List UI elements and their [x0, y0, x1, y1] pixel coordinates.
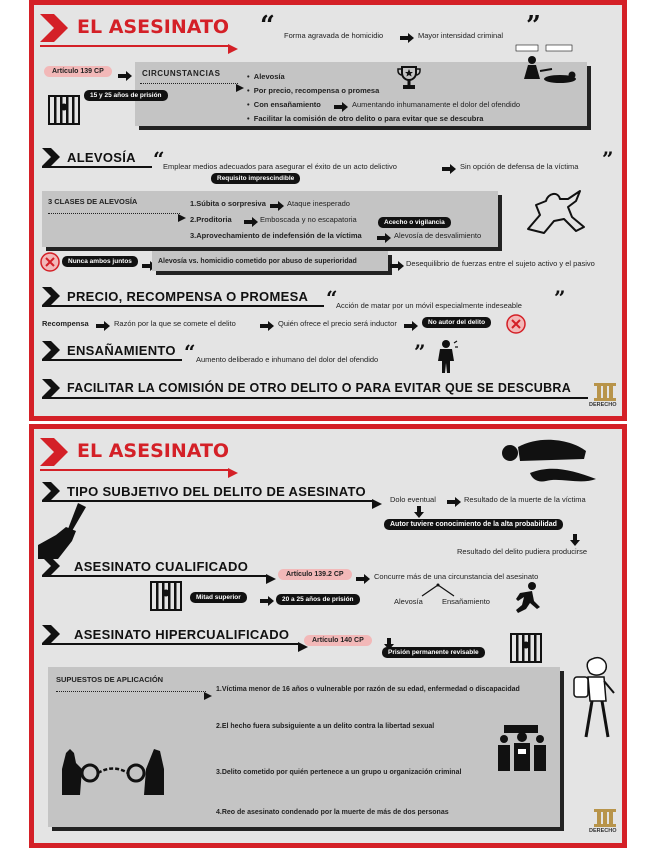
circumstance-item: • Alevosía [247, 72, 285, 81]
definition-text: Forma agravada de homicidio [284, 31, 384, 40]
clase-name: 1.Súbita o sorpresiva [190, 199, 266, 208]
dolo-result: Resultado de la muerte de la víctima [464, 495, 586, 504]
arrow-icon [244, 214, 258, 232]
autor-pill: Autor tuviere conocimiento de la alta probabilidad [384, 519, 563, 530]
versus-text: Alevosía vs. homicidio cometido por abuso de superioridad [158, 258, 357, 265]
heading-underline [42, 397, 588, 399]
cualificado-heading: ASESINATO CUALIFICADO [74, 559, 249, 574]
mitad-pill: Mitad superior [190, 592, 247, 603]
circumstance-item: • Con ensañamiento [247, 100, 321, 109]
cualificado-pill: Artículo 139.2 CP [278, 569, 352, 580]
arrow-icon [404, 318, 418, 336]
arrow-icon [447, 494, 461, 512]
precio-heading: PRECIO, RECOMPENSA O PROMESA [67, 289, 309, 304]
open-quote-icon: “ [184, 340, 196, 364]
hooded-figure-icon [570, 655, 620, 744]
arrow-icon [118, 68, 132, 86]
dotted-connector [56, 691, 206, 692]
panel-asesinato-tipos [29, 424, 627, 848]
gang-icon [494, 725, 550, 776]
supuestos-label: SUPUESTOS DE APLICACIÓN [56, 675, 164, 684]
subjetivo-heading: TIPO SUBJETIVO DEL DELITO DE ASESINATO [67, 484, 366, 499]
page-title: EL ASESINATO [77, 16, 230, 38]
circumstance-item: • Facilitar la comisión de otro delito o para evitar que se descubra [247, 114, 484, 123]
dotted-connector [48, 213, 180, 214]
knife-hand-icon [38, 501, 102, 564]
example-item: Alevosía [394, 597, 423, 606]
hiper-heading: ASESINATO HIPERCUALIFICADO [74, 627, 290, 642]
title-underline [40, 469, 230, 471]
running-man-icon [512, 581, 542, 620]
arrow-icon [377, 230, 391, 248]
handcuffs-icon [56, 729, 170, 800]
supuesto-item: 3.Delito cometido por quién pertenece a un grupo u organización criminal [216, 769, 462, 776]
heading-underline [42, 166, 152, 168]
trophy-icon [396, 65, 422, 96]
acecho-pill: Acecho o vigilancia [378, 217, 451, 228]
arrow-icon [372, 496, 382, 514]
recompensa-text: Razón por la que se comete el delito [114, 319, 236, 328]
arrow-icon [400, 30, 414, 48]
precio-definition: Acción de matar por un móvil especialmente indeseable [336, 301, 522, 310]
clase-result: Emboscada y no escapatoria [260, 215, 357, 224]
arrow-icon [178, 209, 186, 227]
clases-label: 3 CLASES DE ALEVOSÍA [48, 197, 138, 206]
prison-bars-icon [510, 633, 542, 668]
clase-result: Alevosía de desvalimiento [394, 231, 482, 240]
heading-underline [42, 643, 298, 645]
alevosia-definition: Emplear medios adecuados para asegurar el éxito de un acto delictivo [163, 162, 397, 171]
open-quote-icon: “ [260, 11, 275, 41]
red-x-icon [506, 314, 526, 339]
arrow-icon [356, 571, 370, 589]
open-quote-icon: “ [326, 286, 338, 310]
alevosia-heading: ALEVOSÍA [67, 150, 136, 165]
cualificado-text: Concurre más de una circunstancia del asesinato [374, 572, 539, 581]
definition-result: Mayor intensidad criminal [418, 31, 504, 40]
pain-figure-icon [434, 339, 458, 378]
heading-underline [42, 575, 266, 577]
dolo-text: Dolo eventual [390, 495, 436, 504]
close-quote-icon: ” [602, 147, 614, 171]
arrow-icon [204, 687, 212, 705]
title-chevron-icon [40, 14, 72, 47]
arrow-icon [390, 258, 404, 276]
no-autor-pill: No autor del delito [422, 317, 491, 328]
ensanamiento-definition: Aumento deliberado e inhumano del dolor del ofendido [196, 355, 379, 364]
alevosia-result: Sin opción de defensa de la víctima [460, 162, 579, 171]
nunca-pill: Nunca ambos juntos [62, 256, 138, 267]
recompensa-label: Recompensa [42, 319, 89, 328]
title-chevron-icon [40, 438, 72, 471]
supuesto-item: 2.El hecho fuera subsiguiente a un delito contra la libertad sexual [216, 723, 435, 730]
facilitar-heading: FACILITAR LA COMISIÓN DE OTRO DELITO O PARA EVITAR QUE SE DESCUBRA [67, 381, 572, 395]
circumstance-item: • Por precio, recompensa o promesa [247, 86, 380, 95]
resultado-text: Resultado del delito pudiera producirse [457, 547, 588, 556]
prison-bars-icon [48, 95, 80, 130]
arrow-icon [228, 465, 238, 483]
clase-name: 2.Proditoria [190, 215, 232, 224]
penalty2-pill: 20 a 25 años de prisión [276, 594, 360, 605]
clase-name: 3.Aprovechamiento de indefensión de la víctima [190, 231, 362, 240]
title-underline [40, 45, 230, 47]
clase-result: Ataque inesperado [287, 199, 350, 208]
arrow-icon [266, 571, 276, 589]
arrow-icon [270, 198, 284, 216]
circumstances-label: CIRCUNSTANCIAS [142, 69, 221, 78]
logo-text: DERECHO [589, 402, 617, 408]
hiper-pill: Artículo 140 CP [304, 635, 372, 646]
heading-underline [42, 305, 324, 307]
arrow-icon [228, 41, 238, 59]
arrow-icon [260, 318, 274, 336]
lying-body-icon [500, 433, 602, 496]
penalty-pill: 15 y 25 años de prisión [84, 90, 168, 101]
close-quote-icon: ” [554, 286, 566, 310]
dotted-connector [140, 83, 238, 84]
close-quote-icon: ” [526, 11, 541, 41]
logo-text: DERECHO [589, 828, 617, 834]
example-item: Ensañamiento [442, 597, 490, 606]
arrow-icon [260, 593, 274, 611]
close-quote-icon: ” [414, 340, 426, 364]
permanente-pill: Prisión permanente revisable [382, 647, 485, 658]
desequilibrio-text: Desequilibrio de fuerzas entre el sujeto activo y el pasivo [406, 259, 595, 268]
supuesto-item: 4.Reo de asesinato condenado por la muerte de más de dos personas [216, 809, 449, 816]
open-quote-icon: “ [153, 147, 165, 171]
arrow-icon [442, 161, 456, 179]
supuesto-item: 1.Víctima menor de 16 años o vulnerable por razón de su edad, enfermedad o discapacidad [216, 686, 520, 693]
prison-bars-icon [150, 581, 182, 616]
ensanamiento-result: Aumentando inhumanamente el dolor del ofendido [352, 100, 521, 109]
panel-asesinato-overview [29, 0, 627, 421]
requisito-pill: Requisito imprescindible [211, 173, 300, 184]
red-x-icon [40, 252, 60, 277]
page-title: EL ASESINATO [77, 440, 230, 462]
article-139-pill: Artículo 139 CP [44, 66, 112, 77]
inductor-text: Quién ofrece el precio será inductor [278, 319, 397, 328]
ensanamiento-heading: ENSAÑAMIENTO [67, 343, 176, 358]
arrow-icon [236, 79, 244, 97]
arrow-icon [96, 318, 110, 336]
body-outline-icon [518, 185, 590, 242]
crime-scene-icon [510, 43, 582, 90]
heading-underline [42, 359, 182, 361]
